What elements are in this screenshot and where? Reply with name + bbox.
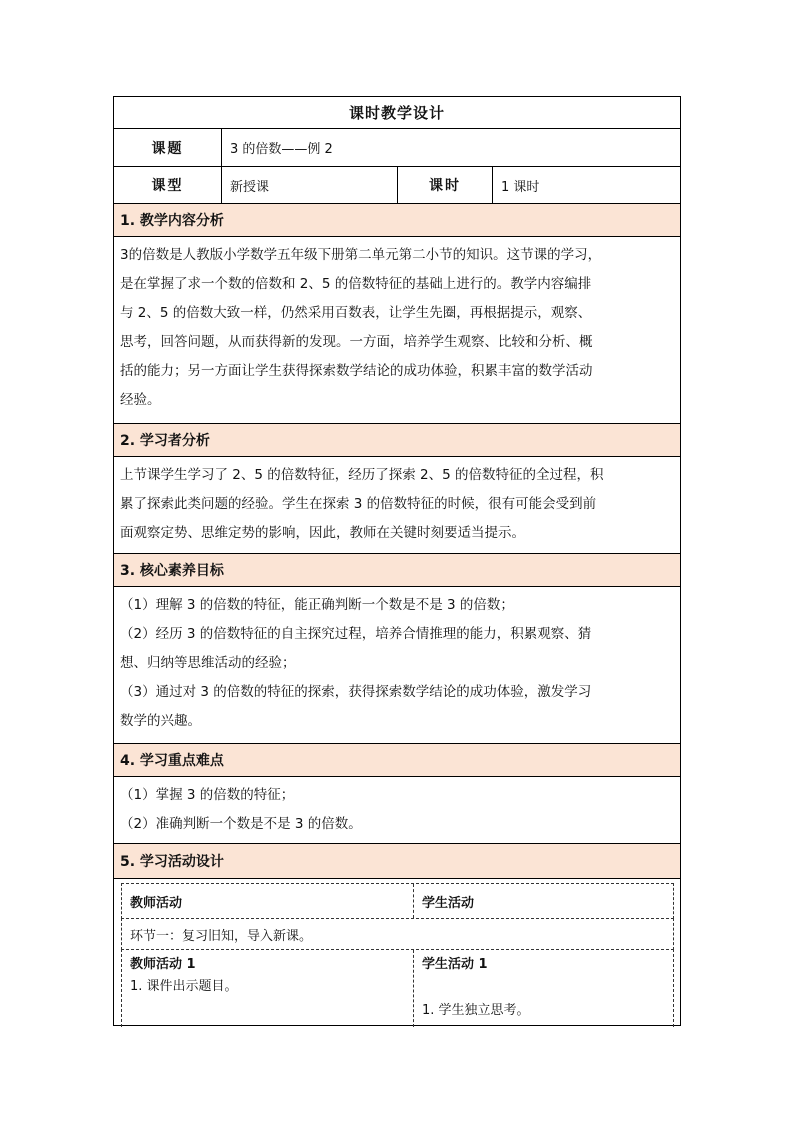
type-value: 新授课: [222, 167, 398, 203]
s3-line: 想、归纳等思维活动的经验；: [120, 655, 296, 671]
topic-value: 3 的倍数——例 2: [230, 142, 333, 157]
teacher-activity-1-item: 1. 课件出示题目。: [130, 979, 238, 994]
section-2-header: 2. 学习者分析: [114, 424, 680, 457]
activity-header-row: [121, 883, 674, 919]
topic-row: [114, 129, 680, 167]
s2-line: 累了探索此类问题的经验。学生在探索 3 的倍数特征的时候，很有可能会受到前: [120, 496, 597, 512]
teacher-activity-1-title: 教师活动 1: [130, 957, 196, 972]
s4-line: （2）准确判断一个数是不是 3 的倍数。: [120, 816, 362, 832]
s1-line: 经验。: [120, 392, 161, 408]
hours-value: 1 课时: [501, 179, 540, 195]
section-3-body: [114, 587, 680, 744]
teacher-activity-header: 教师活动: [122, 884, 414, 918]
s4-line: （1）掌握 3 的倍数的特征；: [120, 787, 295, 803]
s3-line: （3）通过对 3 的倍数的特征的探索，获得探索数学结论的成功体验，激发学习: [120, 684, 592, 700]
s2-line: 上节课学生学习了 2、5 的倍数特征，经历了探索 2、5 的倍数特征的全过程，积: [120, 467, 604, 483]
stage-row: [121, 918, 674, 950]
s1-line: 括的能力；另一方面让学生获得探索数学结论的成功体验，积累丰富的数学活动: [120, 363, 593, 379]
section-1-header: 1. 教学内容分析: [114, 204, 680, 237]
lesson-plan-table: [113, 96, 681, 1026]
section-1-body: [114, 237, 680, 424]
section-3-header: 3. 核心素养目标: [114, 554, 680, 587]
section-4-body: [114, 777, 680, 844]
section-2-body: [114, 457, 680, 554]
activity-1-row: [121, 949, 674, 1027]
s3-line: （1）理解 3 的倍数的特征，能正确判断一个数是不是 3 的倍数；: [120, 597, 514, 613]
document-title: 课时教学设计: [114, 97, 680, 129]
stage-1-text: 环节一：复习旧知，导入新课。: [130, 928, 313, 944]
topic-label: 课题: [114, 129, 222, 166]
teacher-activity-1: [122, 950, 414, 1027]
s1-line: 3的倍数是人教版小学数学五年级下册第二单元第二小节的知识。这节课的学习，: [120, 247, 602, 263]
s2-line: 面观察定势、思维定势的影响，因此，教师在关键时刻要适当提示。: [120, 525, 525, 541]
student-activity-header: 学生活动: [422, 895, 475, 911]
s1-line: 思考，回答问题，从而获得新的发现。一方面，培养学生观察、比较和分析、概: [120, 334, 593, 350]
student-activity-1: [414, 950, 673, 1027]
section-4-header: 4. 学习重点难点: [114, 744, 680, 777]
stage-1-label: [122, 919, 673, 949]
hours-label: 课时: [398, 167, 493, 203]
type-label: 课型: [114, 167, 222, 203]
s1-line: 是在掌握了求一个数的倍数和 2、5 的倍数特征的基础上进行的。教学内容编排: [120, 276, 592, 292]
student-activity-1-item: 1. 学生独立思考。: [422, 1003, 530, 1018]
s1-line: 与 2、5 的倍数大致一样，仍然采用百数表，让学生先圈，再根据提示，观察、: [120, 305, 592, 321]
s3-line: 数学的兴趣。: [120, 713, 201, 729]
type-row: [114, 167, 680, 204]
s3-line: （2）经历 3 的倍数特征的自主探究过程，培养合情推理的能力，积累观察、猜: [120, 626, 592, 642]
section-5-header: 5. 学习活动设计: [114, 844, 680, 879]
student-activity-1-title: 学生活动 1: [422, 957, 488, 972]
